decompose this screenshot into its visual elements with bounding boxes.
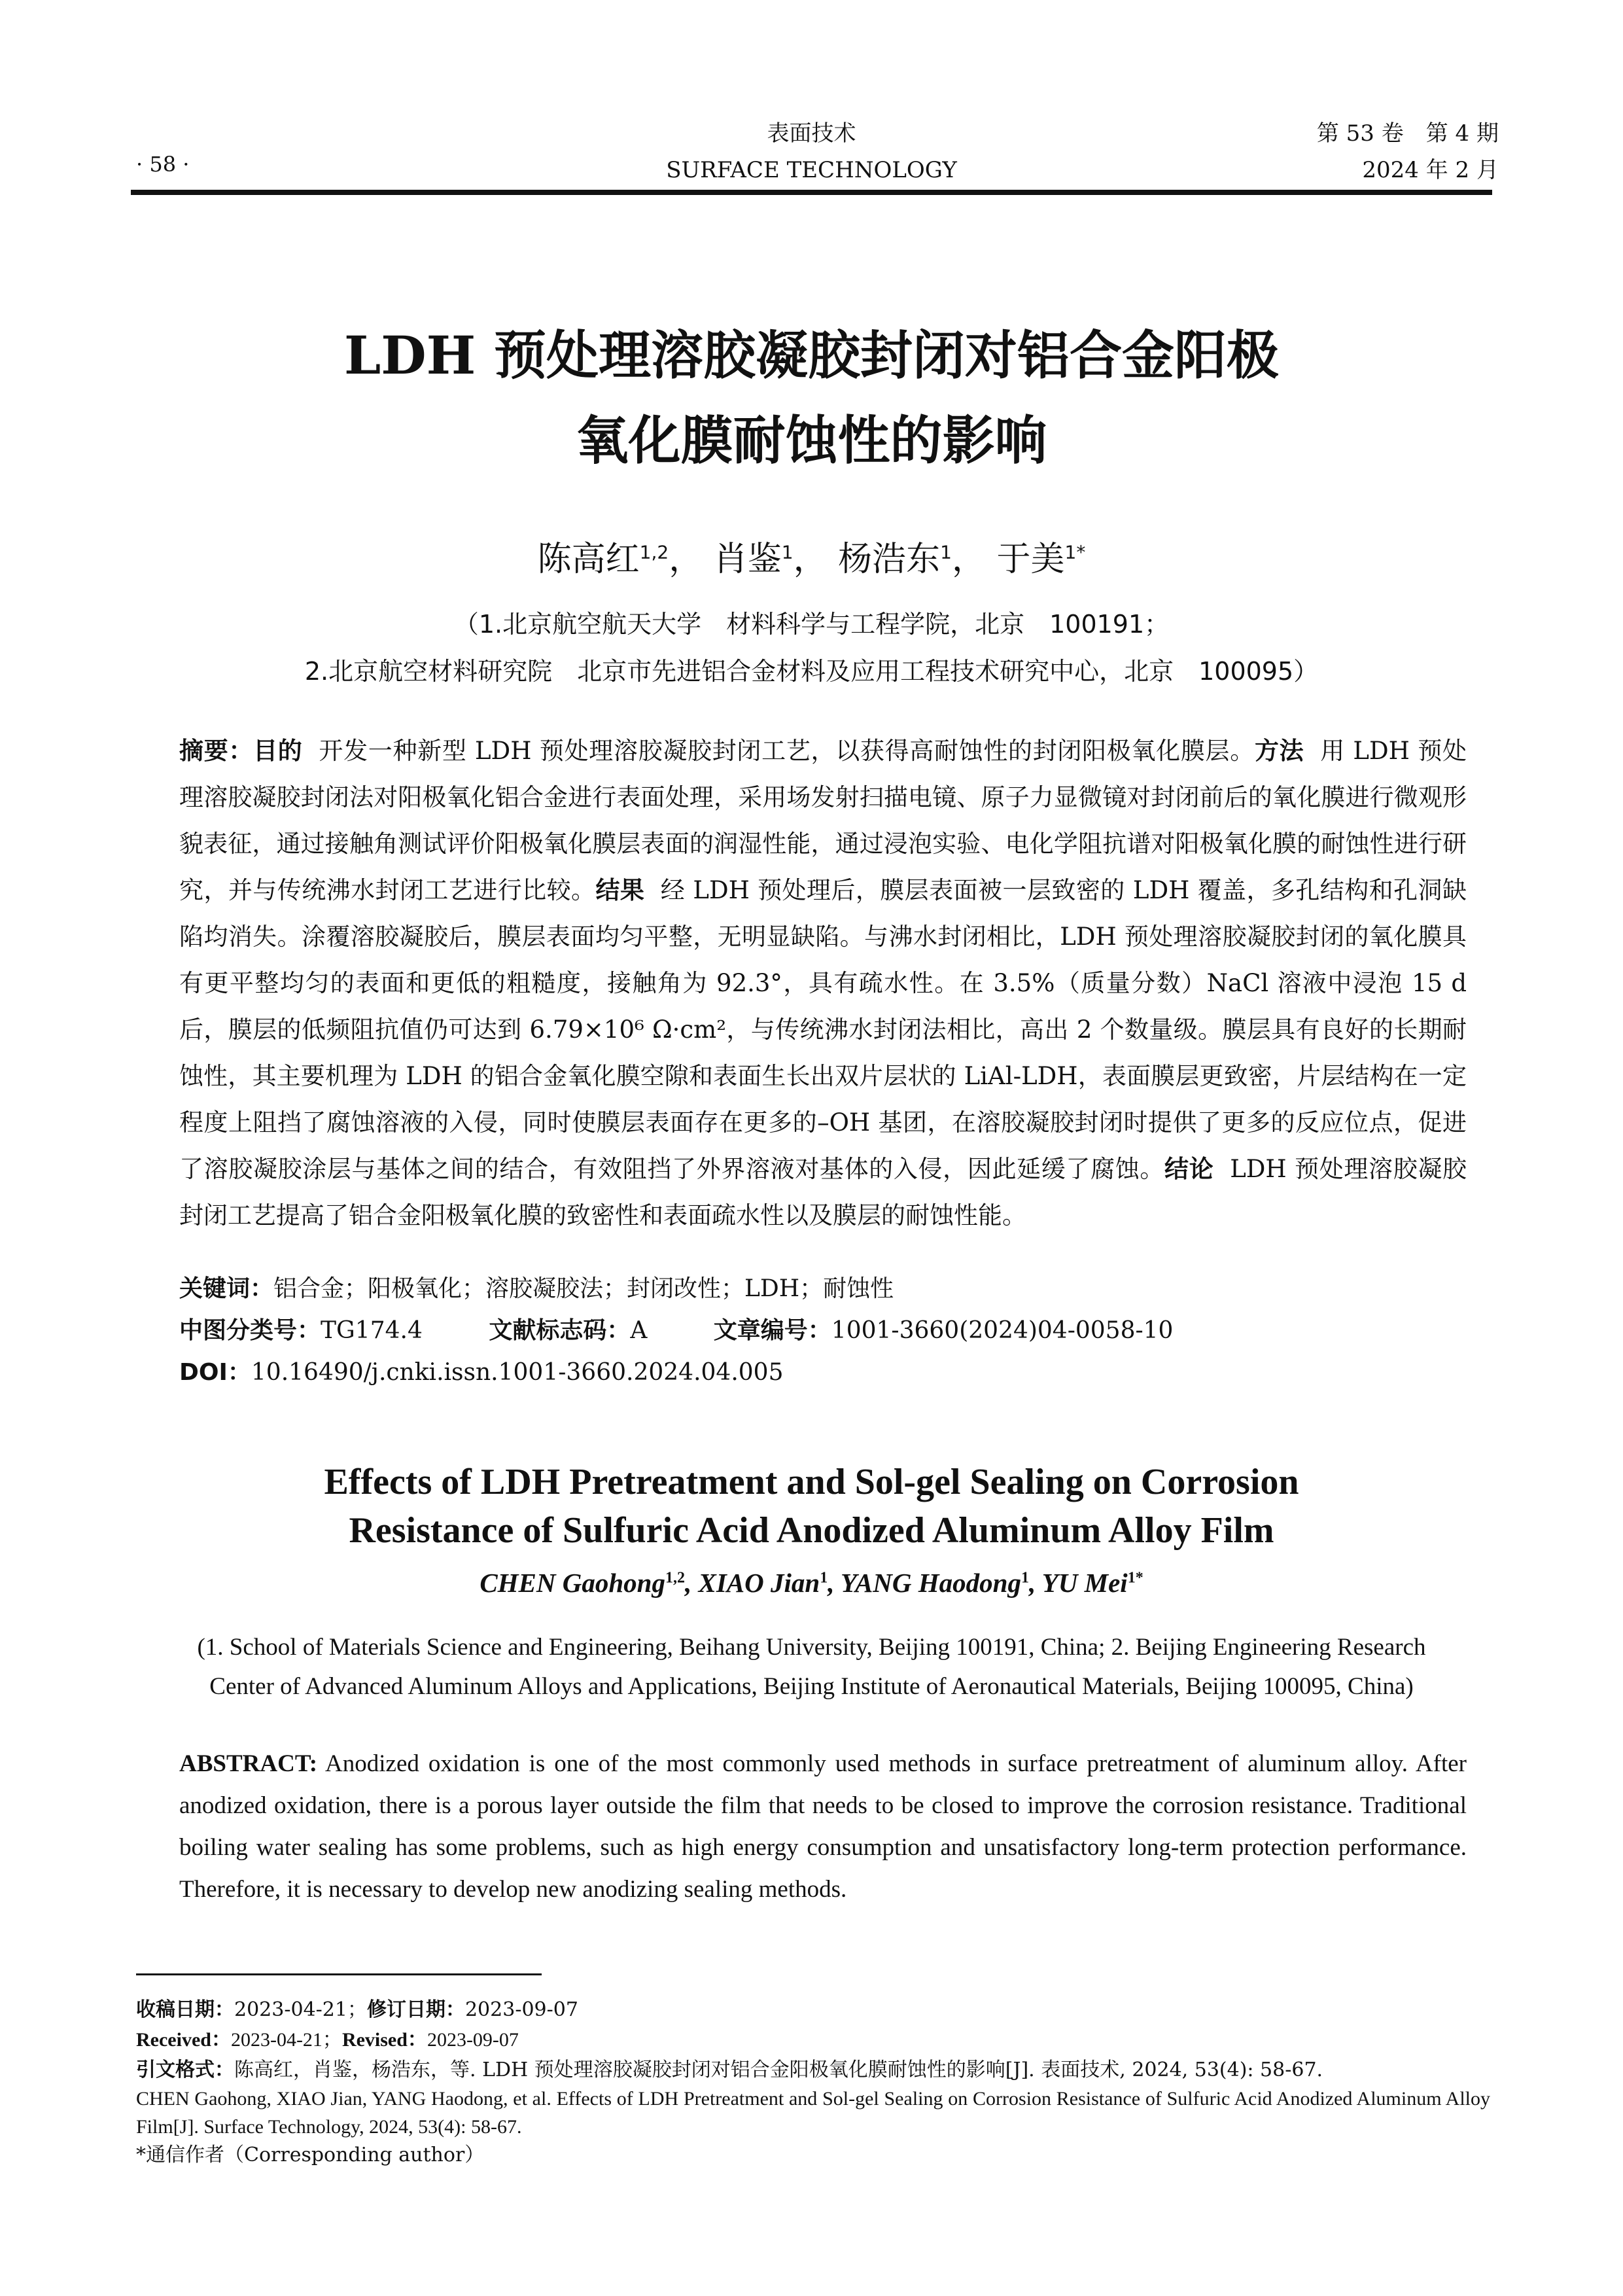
author-sup: 1,2 (665, 1569, 685, 1587)
received-label-cn: 收稿日期： (136, 1998, 234, 2021)
received-label-en: Received： (136, 2029, 231, 2051)
method-label: 方法 (1254, 737, 1304, 765)
citation-en: CHEN Gaohong, XIAO Jian, YANG Haodong, et al. Effects of LDH Pretreatment and Sol-gel Sealing on Corrosion Resistance of Sulfuric Acid Anodized Aluminum Alloy Film[J]. Surface Technology, 2024, 53(4): 58-67. (136, 2088, 1490, 2138)
revised-date-cn: 2023-09-07 (464, 1998, 578, 2021)
doi-label: DOI： (179, 1359, 251, 1386)
author-en: CHEN Gaohong (480, 1568, 665, 1598)
conclusion-text: LDH 预处理溶胶凝胶封闭工艺提高了铝合金阳极氧化膜的致密性和表面疏水性以及膜层的耐蚀性能。 (179, 1155, 1467, 1229)
title-cn-line2: 氧化膜耐蚀性的影响 (576, 410, 1047, 471)
keywords-label: 关键词： (179, 1275, 274, 1302)
affiliations-en (0, 1628, 1623, 1706)
affiliation-en-line2: Center of Advanced Aluminum Alloys and Applications, Beijing Institute of Aeronautical Materials, Beijing 100095, China) (209, 1673, 1414, 1700)
abstract-cn-label: 摘要： (179, 737, 254, 765)
abstract-en-text: Anodized oxidation is one of the most commonly used methods in surface pretreatment of aluminum alloy. After anodized oxidation, there is a porous layer outside the film that needs to be closed to improve the corrosion resistance. Traditional boiling water sealing has some problems, such as high energy consumption and unsatisfactory long-term protection performance. Therefore, it is necessary to develop new anodizing sealing methods. (179, 1750, 1467, 1903)
citation-cn (136, 2056, 1490, 2084)
abstract-en (179, 1743, 1467, 1911)
footnote-dates-cn (136, 1996, 1490, 2024)
journal-name-cn: 表面技术 (767, 120, 856, 147)
revised-label-en: Revised： (341, 2029, 427, 2051)
title-en-line1: Effects of LDH Pretreatment and Sol-gel Sealing on Corrosion (324, 1462, 1299, 1502)
author-cn: 陈高红 (537, 540, 640, 579)
citation-label: 引文格式： (136, 2058, 234, 2081)
revised-label-cn: 修订日期： (366, 1998, 465, 2021)
affiliation-cn-line2: 2.北京航空材料研究院 北京市先进铝合金材料及应用工程技术研究中心，北京 100095） (304, 657, 1319, 686)
clc-value: TG174.4 (321, 1317, 423, 1344)
received-date-en: 2023-04-21； (230, 2029, 342, 2051)
issue-info (1317, 115, 1499, 188)
footnote-dates-en (136, 2026, 1490, 2054)
author-cn: 肖鉴 (713, 540, 782, 579)
clc-label: 中图分类号： (179, 1317, 321, 1344)
author-en: YU Mei (1041, 1568, 1128, 1598)
classification-line (179, 1310, 1467, 1352)
doi-line (179, 1352, 1467, 1394)
method-text: 用 LDH 预处理溶胶凝胶封闭法对阳极氧化铝合金进行表面处理，采用场发射扫描电镜、原子力显微镜对封闭前后的氧化膜进行微观形貌表征，通过接触角测试评价阳极氧化膜层表面的润湿性能，通过浸泡实验、电化学阻抗谱对阳极氧化膜的耐蚀性进行研究，并与传统沸水封闭工艺进行比较。 (179, 737, 1467, 904)
author-sup: 1 (820, 1569, 828, 1587)
title-cn-line1: LDH 预处理溶胶凝胶封闭对铝合金阳极 (343, 325, 1280, 386)
purpose-text: 开发一种新型 LDH 预处理溶胶凝胶封闭工艺，以获得高耐蚀性的封闭阳极氧化膜层。 (319, 737, 1255, 765)
author-sup: 1 (1021, 1569, 1029, 1587)
affiliations-cn (0, 601, 1623, 695)
header-rule (131, 190, 1492, 195)
author-sup: 1 (940, 541, 952, 563)
article-number-label: 文章编号： (713, 1317, 831, 1344)
author-cn: 于美 (996, 540, 1065, 579)
title-cn (0, 313, 1623, 483)
corresponding-author-note: *通信作者（Corresponding author） (136, 2144, 485, 2166)
revised-date-en: 2023-09-07 (427, 2029, 519, 2051)
doc-code-value: A (630, 1317, 648, 1344)
journal-name-en: SURFACE TECHNOLOGY (666, 157, 957, 183)
doc-code-label: 文献标志码： (489, 1317, 631, 1344)
author-en: XIAO Jian (698, 1568, 820, 1598)
author-sup: 1,2 (639, 541, 669, 563)
authors-en: CHEN Gaohong$^{1,2}$, XIAO Jian$^1$, YANG Haodong$^1$, YU Mei$^{1*}$ (480, 1568, 1143, 1598)
article-number-value: 1001-3660(2024)04-0058-10 (831, 1317, 1174, 1344)
footnote-rule (136, 1973, 542, 1975)
result-text: 经 LDH 预处理后，膜层表面被一层致密的 LDH 覆盖，多孔结构和孔洞缺陷均消失。涂覆溶胶凝胶后，膜层表面均匀平整，无明显缺陷。与沸水封闭相比，LDH 预处理溶胶凝胶封闭的氧化膜具有更平整均匀的表面和更低的粗糙度，接触角为 92.3°，具有疏水性。在 3.5%（质量分数）NaCl 溶液中浸泡 15 d 后，膜层的低频阻抗值仍可达到 6.79×10⁶ Ω·cm²，与传统沸水封闭法相比，高出 2 个数量级。膜层具有良好的长期耐蚀性，其主要机理为 LDH 的铝合金氧化膜空隙和表面生长出双片层状的 LiAl-LDH，表面膜层更致密，片层结构在一定程度上阻挡了腐蚀溶液的入侵，同时使膜层表面存在更多的–OH 基团，在溶胶凝胶封闭时提供了更多的反应位点，促进了溶胶凝胶涂层与基体之间的结合，有效阻挡了外界溶液对基体的入侵，因此延缓了腐蚀。 (179, 876, 1467, 1183)
doi-value[interactable]: 10.16490/j.cnki.issn.1001-3660.2024.04.005 (251, 1359, 784, 1386)
conclusion-label: 结论 (1164, 1155, 1214, 1183)
title-en-line2: Resistance of Sulfuric Acid Anodized Aluminum Alloy Film (349, 1510, 1274, 1551)
abstract-cn (179, 728, 1467, 1239)
page-number: · 58 · (136, 152, 190, 177)
purpose-label: 目的 (253, 737, 303, 765)
keywords-cn (179, 1268, 1467, 1310)
keywords-text: 铝合金；阳极氧化；溶胶凝胶法；封闭改性；LDH；耐蚀性 (273, 1275, 894, 1302)
author-sup: 1* (1127, 1569, 1143, 1587)
received-date-cn: 2023-04-21； (234, 1998, 367, 2021)
authors-cn: 陈高红$^{1,2}$， 肖鉴$^1$， 杨浩东$^1$， 于美$^{1*}$ (537, 540, 1086, 579)
volume-issue: 第 53 卷 第 4 期 (1316, 120, 1499, 147)
affiliation-en-line1: (1. School of Materials Science and Engineering, Beihang University, Beijing 100191, China; 2. Beijing Engineering Research (197, 1634, 1426, 1661)
issue-date: 2024 年 2 月 (1362, 157, 1499, 183)
title-en (0, 1458, 1623, 1555)
author-sup: 1* (1064, 541, 1086, 563)
citation-cn-text: 陈高红，肖鉴，杨浩东，等. LDH 预处理溶胶凝胶封闭对铝合金阳极氧化膜耐蚀性的影响[J]. 表面技术, 2024, 53(4): 58-67. (234, 2058, 1323, 2081)
author-en: YANG Haodong (840, 1568, 1021, 1598)
author-cn: 杨浩东 (838, 540, 941, 579)
abstract-en-label: ABSTRACT: (179, 1750, 318, 1777)
affiliation-cn-line1: （1.北京航空航天大学 材料科学与工程学院，北京 100191； (453, 610, 1170, 639)
author-sup: 1 (781, 541, 794, 563)
result-label: 结果 (595, 876, 645, 904)
